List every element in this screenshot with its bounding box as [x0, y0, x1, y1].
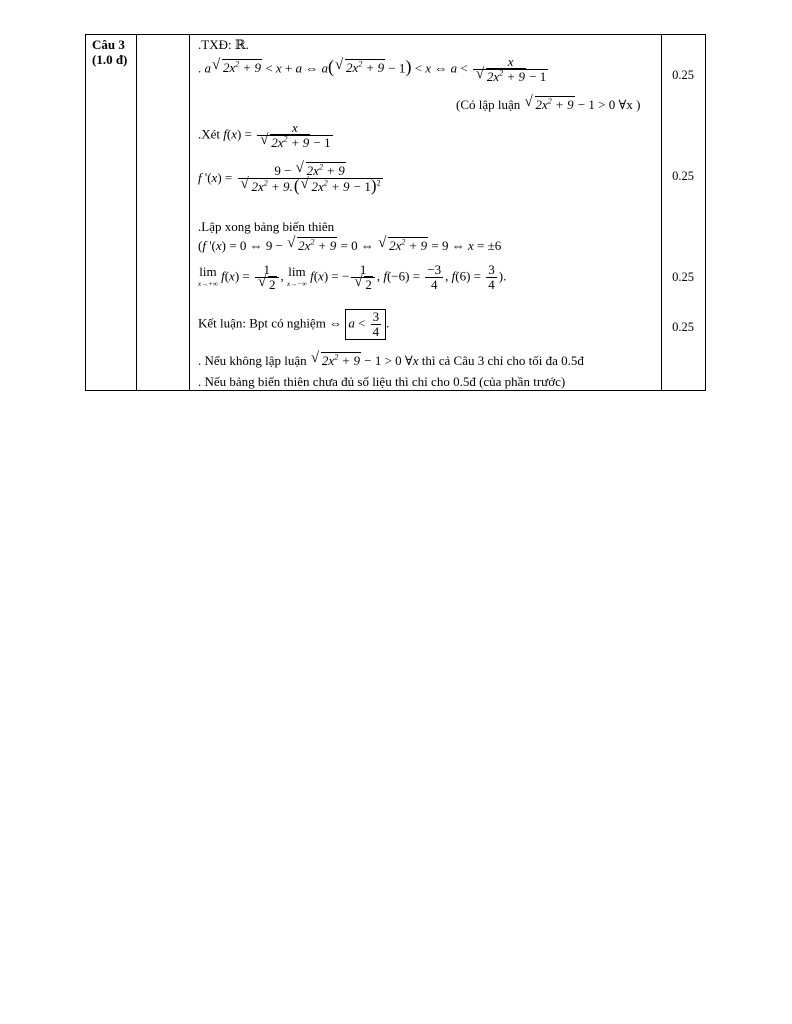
column-divider — [136, 35, 137, 390]
function-definition: .Xét f(x) = x √ $2x^2 + 9 - 1$ — [198, 121, 335, 150]
grading-note-1: . Nếu không lập luận √ $2x^2 + 9 - 1 > 0$ ∀x thì cả Câu 3 chỉ cho tối đa 0.5đ — [198, 353, 584, 369]
score-cell: 0.25 — [672, 68, 694, 82]
score-cell: 0.25 — [672, 320, 694, 334]
grading-table — [85, 34, 706, 391]
answer-box: a < $\frac{3}{4}$ — [345, 309, 386, 340]
line-prefix: . — [198, 60, 205, 76]
note1-suffix: thì cả Câu 3 chỉ cho tối đa 0.5đ — [421, 353, 584, 368]
note-text: (Có lập luận — [456, 97, 521, 112]
consider-label: .Xét — [198, 126, 221, 142]
score-cell: 0.25 — [672, 270, 694, 284]
derivative-formula: f '(x) = 9 − √ $2x^2 + 9$ √ $2x^2 + 9.(√$ $2x^2 + 9 - 1)^2$ — [198, 164, 385, 194]
variation-table-line: .Lập xong bảng biến thiên — [198, 219, 335, 234]
column-divider — [189, 35, 190, 390]
domain-line: .TXĐ: ℝ. — [198, 37, 249, 52]
note1-prefix: . Nếu không lập luận — [198, 353, 307, 368]
grading-note-2: . Nếu bảng biến thiên chưa đủ số liệu thì chỉ cho 0.5đ (của phần trước) — [198, 374, 566, 389]
note-tail: ∀x ) — [618, 97, 641, 112]
column-divider — [661, 35, 662, 390]
inequality-transform: . a√ $2x^2 + 9 < x + a$ ⇔ a(√ $2x^2 + 9 - 1) < x$ ⇔ a < x √ $2x^2 + 9 - 1$ — [198, 55, 550, 84]
argument-note: (Có lập luận √ $2x^2 + 9 - 1 > 0$ ∀x ) — [456, 97, 640, 113]
conclusion-text: Kết luận: Bpt có nghiệm — [198, 315, 326, 331]
critical-points: (f '(x) = 0 ⇔ 9 − √ $2x^2 + 9 = 0$ ⇔ √ $2x^2 + 9 = 9$ ⇔ x = ±6 — [198, 238, 501, 254]
question-cell — [92, 37, 127, 67]
limits-values: lim x→+∞ f(x) = 1 √ 2 , lim x→−∞ f(x) = − 1 √ 2 , f(−6) = $\frac{-3}{4}$ , f(6) = $\frac{3}{4}$ ). — [198, 263, 506, 292]
question-points: (1.0 đ) — [92, 52, 128, 67]
conclusion: Kết luận: Bpt có nghiệm ⇔ a < $\frac{3}{4}$ . — [198, 309, 390, 339]
score-cell: 0.25 — [672, 169, 694, 183]
question-label: Câu 3 — [92, 37, 125, 52]
